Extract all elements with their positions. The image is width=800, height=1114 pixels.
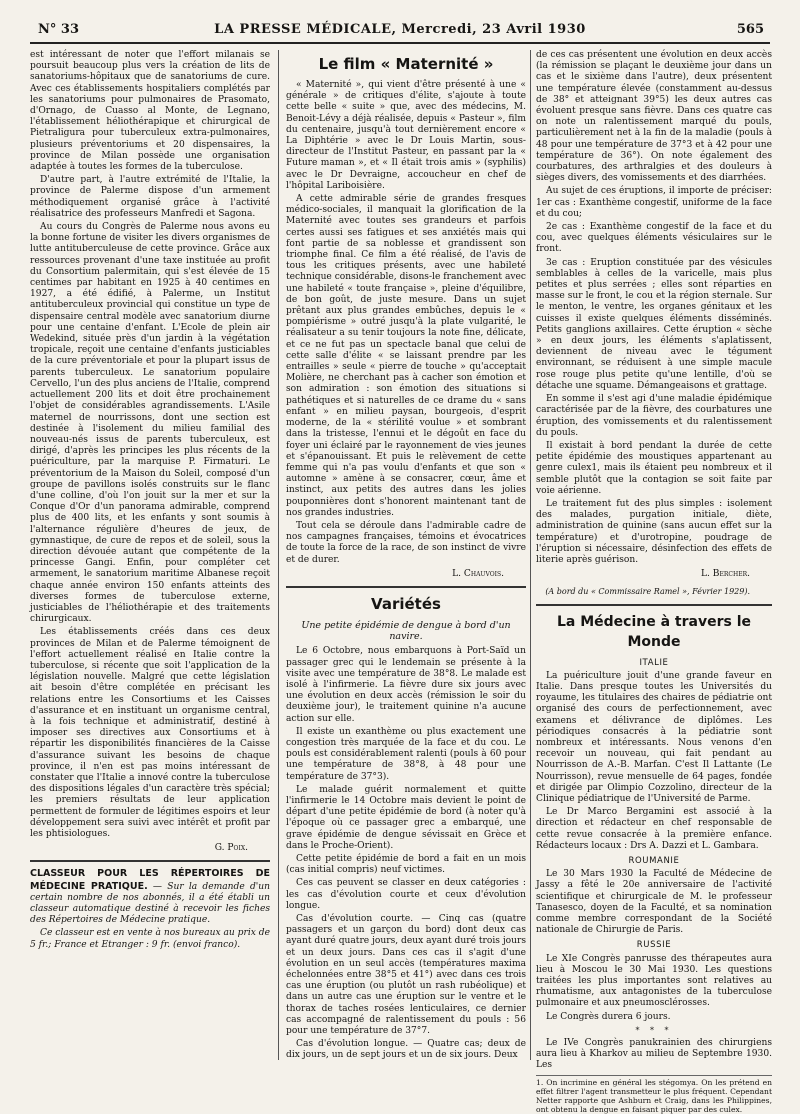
paragraph: Le IVe Congrès panukrainien des chirurgiens aura lieu à Kharkov au milieu de Septembre 1930. Les: [536, 1038, 772, 1071]
paragraph: Au cours du Congrès de Palerme nous avons eu la bonne fortune de visiter les divers organismes de lutte antituberculeuse de cette province. Grâce aux ressources provenant d'une taxe instituée au profit du Consortium palermitain, qui s'est élevée de 15 centimes par habitant en 1925 à 40 centimes en 1927, a été édifié, à Palerme, un Institut antituberculeux provincial qui constitue un type de dispensaire central modèle avec sanatorium diurne pour une centaine d'enfant. L'Ecole de plein air Wedekind, située près d'un jardin à la végétation tropicale, reçoit une centaine d'enfants justiciables de la cure préventoriale et pour la plupart issus de parents tuberculeux. Le sanatorium populaire Cervello, l'un des plus anciens de l'Italie, comprend actuellement 200 lits et doit être prochainement l'objet de considérables agrandissements. L'Asile maternel de nourrissons, dont une section est destinée à l'isolement du milieu familial des nouveau-nés issus de parents tuberculeux, est dirigé, d'après les principes les plus récents de la puériculture, par la marquise P. Firmaturi. Le préventorium de la Maison du Soleil, composé d'un groupe de pavillons isolés construits sur le flanc d'une colline, d'où l'on jouit sur la mer et sur la Conque d'Or d'un panorama admirable, comprend plus de 400 lits, et les enfants y sont soumis à l'alternance régulière d'heures de jeux, de gymnastique, de cure de repos et de soleil, sous la direction dévouée autant que compétente de la princesse Gangi. Enfin, pour compléter cet armement, le sanatorium maritime Albanese reçoit chaque année environ 150 enfants atteints des diverses formes de tuberculose externe, justiciables de l'héliothérapie et des traitements chirurgicaux.: [30, 222, 270, 625]
section-title-medecine-monde: La Médecine à travers le Monde: [556, 613, 751, 650]
asterism: * * *: [635, 1025, 673, 1035]
paragraph: D'autre part, à l'autre extrémité de l'Italie, la province de Palerme dispose d'un armement méthodiquement organisé grâce à l'activité réalisatrice des professeurs Manfredi et Sagona.: [30, 175, 270, 219]
page-number: 565: [736, 22, 764, 37]
paragraph: est intéressant de noter que l'effort milanais se poursuit beaucoup plus vers la création de lits de sanatoriums-hôpitaux que de sanatoriums de cure. Avec ces établissements hospitaliers complétés par les sanatoriums pour pulmonaires de Prasomato, d'Ornago, de Cuasso al Monte, de Legnano, l'établissement héliothérapique et chirurgical de Pietraligura pour tuberculeux extra-pulmonaires, plusieurs préventoriums et 20 dispensaires, la province de Milan possède une organisation adaptée à toutes les formes de la tuberculose.: [30, 50, 270, 173]
notice-price: Ce classeur est en vente à nos bureaux au prix de 5 fr.; France et Etranger : 9 fr. (envoi franco).: [30, 928, 270, 950]
country-heading-italie: ITALIE: [639, 657, 669, 668]
country-heading-russie: RUSSIE: [636, 940, 672, 951]
paragraph: Le Dr Marco Bergamini est associé à la direction et rédacteur en chef responsable de cette revue consacrée à la première enfance. Rédacteurs locaux : Drs A. Dazzi et L. Gambara.: [536, 807, 772, 851]
paragraph: Cas d'évolution courte. — Cinq cas (quatre passagers et un garçon du bord) dont deux cas ayant duré quatre jours, deux ayant duré trois jours et un deux jours. Dans ces cas il s'agit d'une évolution en un seul accès (températures maxima échelonnées entre 38°5 et 41°) avec dans ces trois cas une éruption (ou plutôt un rash rubéolique) et dans un autre cas une éruption sur le ventre et le thorax de taches rosées lenticulaires, ce dernier cas accompagné de ralentissement du pouls : 56 pour une température de 37°7.: [286, 914, 526, 1037]
column-right: [536, 50, 772, 1114]
paragraph: Le 30 Mars 1930 la Faculté de Médecine de Jassy a fêté le 20e anniversaire de l'activité scientifique et chirurgicale de M. le professeur Tanasesco, doyen de la Faculté, et sa nomination comme membre correspondant de la Société nationale de Chirurgie de Paris.: [536, 869, 772, 936]
paragraph: Ces cas peuvent se classer en deux catégories : les cas d'évolution courte et ceux d'évolution longue.: [286, 878, 526, 911]
paragraph: Cette petite épidémie de bord a fait en un mois (cas initial compris) neuf victimes.: [286, 854, 526, 876]
footnote: 1. On incrimine en général les stégomya. On les prétend en effet filtrer l'agent transmetteur le plus fréquent. Cependant Netter rapporte que Ashburn et Craig, dans les Philippines, ont obtenu la dengue en faisant piquer par des culex.: [536, 1075, 772, 1114]
paragraph: A cette admirable série de grandes fresques médico-sociales, il manquait la glorification de la Maternité avec toutes ses grandeurs et parfois certes aussi ses fatigues et ses anxiétés mais qui font partie de sa noblesse et grandissent son triomphe final. Ce film a été réalisé, de l'avis de tous les critiques présents, avec une habileté technique considérable, disons-le franchement avec une habileté « toute française », pleine d'équilibre, de bon goût, de juste mesure. Dans un sujet prêtant aux plus grandes embûches, depuis le « pompiérisme » outré jusqu'à la plate vulgarité, le réalisateur a su tenir toujours la note fine, délicate, et ce ne fut pas un spectacle banal que celui de cette salle d'élite « se laissant prendre par les entrailles » seule « pierre de touche » qu'acceptait Molière, ne cherchant pas à cacher son émotion et son admiration : son émotion des situations si pathétiques et si naturelles de ce drame du « sans enfant » en milieu paysan, bourgeois, d'esprit moderne, de la « stérilité voulue » et sombrant dans la tristesse, l'ennui et le dégoût en face du foyer uni éclairé par le rayonnement de vies jeunes et s'épanouissant. Et puis le relèvement de cette femme qui n'a pas voulu d'enfants et que son « automne » amène à se consacrer, cœur, âme et instinct, aux petits des autres dans les jolies pouponnières dont s'honorent maintenant tant de nos grandes industries.: [286, 194, 526, 518]
paragraph: de ces cas présentent une évolution en deux accès (la rémission se plaçant le deuxième jour dans un cas et le sixième dans l'autre), deux présentent une température élevée (constamment au-dessus de 38° et atteignant 39°5) les deux autres cas évoluent presque sans fièvre. Dans ces quatre cas on note un ralentissement marqué du pouls, particulièrement net à la fin de la maladie (pouls à 48 pour une température de 37°3 et à 42 pour une température de 36°). On note également des courbatures, des arthralgies et des douleurs à sièges divers, des vomissements et des diarrhées.: [536, 50, 772, 184]
paragraph: En somme il s'est agi d'une maladie épidémique caractérisée par de la fièvre, des courbatures une éruption, des vomissements et du ralentissement du pouls.: [536, 394, 772, 438]
section-title-varietes: Variétés: [371, 594, 441, 613]
issue-number: N° 33: [38, 22, 79, 37]
paragraph: Le XIe Congrès panrusse des thérapeutes aura lieu à Moscou le 30 Mai 1930. Les questions traitées les plus importantes sont relatives au rhumatisme, aux antagonistes de la tuberculose pulmonaire et aux pneumosclérosses.: [536, 953, 772, 1009]
paragraph: Le Congrès durera 6 jours.: [546, 1011, 671, 1022]
running-header: [30, 20, 770, 44]
author-signature: L. Bercher.: [700, 569, 750, 580]
author-signature: G. Poix.: [214, 843, 248, 854]
paragraph: Le traitement fut des plus simples : isolement des malades, purgation initiale, diète, administration de quinine (sans aucun effet sur la température) et d'urotropine, poudrage de l'éruption si nécessaire, désinfection des effets de literie après guérison.: [536, 498, 772, 565]
notice-title: CLASSEUR POUR LES RÉPERTOIRES DE MÉDECINE PRATIQUE.: [30, 868, 270, 892]
paragraph: Tout cela se déroule dans l'admirable cadre de nos campagnes françaises, témoins et évocatrices de toute la force de la race, de son instinct de vivre et de durer.: [286, 520, 526, 565]
column-left: [30, 50, 270, 1060]
notice-text: — Sur la demande d'un certain nombre de nos abonnés, il a été établi un classeur automatique destiné à recevoir les fiches des Répertoires de Médecine pratique.: [30, 881, 270, 926]
notice-box: [30, 868, 270, 926]
paragraph: « Maternité », qui vient d'être présenté à une « générale » de critiques d'élite, s'ajoute à toute cette belle « suite » que, avec des médecins, M. Benoit-Lévy a déjà réalisée, depuis « Pasteur », film du centenaire, jusqu'à tout dernièrement encore « La Diphtérie » avec le Dr Louis Martin, sous-directeur de l'Institut Pasteur, en passant par la « Future maman », et « Il était trois amis » (syphilis) avec le Dr Devraigne, accoucheur en chef de l'hôpital Lariboisière.: [286, 80, 526, 191]
paragraph: Le 6 Octobre, nous embarquons à Port-Saïd un passager grec qui le lendemain se présente à la visite avec une température de 38°8. Le malade est isolé à l'infirmerie. La fièvre dure six jours avec une évolution en deux accès (rémission le soir du deuxième jour), le traitement quinine n'a aucune action sur elle.: [286, 646, 526, 724]
paragraph: Il existe un exanthème ou plus exactement une congestion très marquée de la face et du cou. Le pouls est considérablement ralenti (pouls à 60 pour une température de 38°8, à 48 pour une température de 37°3).: [286, 726, 526, 782]
column-rule: [278, 50, 279, 1060]
section-divider: [536, 604, 772, 606]
paragraph: 3e cas : Eruption constituée par des vésicules semblables à celles de la varicelle, mais plus petites et plus serrées ; elles sont réparties en masse sur le front, le cou et la région sternale. Sur le menton, le ventre, les organes génitaux et les cuisses il existe quelques éléments disséminés. Petits ganglions axillaires. Cette éruption « sèche » en deux jours, les éléments s'aplatissent, deviennent de niveau avec le tégument environnant, se réduisent à une simple macule rose rouge plus petite qu'une lentille, d'où se détache une squame. Démangeaisons et grattage.: [536, 257, 772, 391]
paragraph: Il existait à bord pendant la durée de cette petite épidémie des moustiques appartenant au genre culex1, mais ils étaient peu nombreux et il semble plutôt que la contagion se soit faite par voie aérienne.: [536, 440, 772, 496]
author-signature: L. Chauvois.: [452, 568, 504, 579]
paragraph: Cas d'évolution longue. — Quatre cas; deux de dix jours, un de sept jours et un de six jours. Deux: [286, 1039, 526, 1061]
article-title-film: Le film « Maternité »: [318, 55, 494, 73]
paragraph: La puériculture jouit d'une grande faveur en Italie. Dans presque toutes les Universités du royaume, les titulaires des chaires de pédiatrie ont organisé des cours de perfectionnement, avec examens et délivrance de diplômes. Les périodiques consacrés à la pédiatrie sont nombreux et intéressants. Nous venons d'en recevoir un nouveau, qui fait pendant au Nourrisson de A.-B. Marfan. C'est Il Lattante (Le Nourrisson), revue mensuelle de 64 pages, fondée et dirigée par Olimpio Cozzolino, directeur de la Clinique pédiatrique de l'Université de Parme.: [536, 670, 772, 804]
column-rule: [530, 50, 531, 1060]
paragraph: 2e cas : Exanthème congestif de la face et du cou, avec quelques éléments vésiculaires sur le front.: [536, 222, 772, 255]
paragraph: Le malade guérit normalement et quitte l'infirmerie le 14 Octobre mais devient le point de départ d'une petite épidémie de bord (à noter qu'à l'époque où ce passager grec a embarqué, une grave épidémie de dengue sévissait en Grèce et dans le Proche-Orient).: [286, 784, 526, 851]
column-middle: [286, 50, 526, 1060]
section-divider: [286, 586, 526, 588]
article-subtitle: Une petite épidémie de dengue à bord d'un navire.: [301, 619, 511, 643]
journal-title: LA PRESSE MÉDICALE, Mercredi, 23 Avril 1930: [214, 22, 586, 37]
country-heading-roumanie: ROUMANIE: [628, 856, 680, 866]
section-divider: [30, 860, 270, 862]
paragraph: Au sujet de ces éruptions, il importe de préciser: 1er cas : Exanthème congestif, uniforme de la face et du cou;: [536, 186, 772, 219]
paragraph: Les établissements créés dans ces deux provinces de Milan et de Palerme témoignent de l'effort actuellement réalisé en Italie contre la tuberculose, si récente que soit l'application de la législation nouvelle. Malgré que cette législation ait besoin d'être complétée en précisant les relations entre les Consortiums et les Caisses d'assurance et en instituant un organisme central, à la fois technique et administratif, destiné à imposer ses directives aux Consortiums et à répartir les disponibilités financières de la Caisse d'assurance suivant les besoins de chaque province, il n'en est pas moins intéressant de constater que l'Italie a innové contre la tuberculose des dispositions légales d'un caractère très spécial; les premiers résultats de leur application permettent de formuler de légitimes espoirs et leur développement sera suivi avec intérêt et profit par les phtisiologues.: [30, 627, 270, 840]
signature-location: (A bord du « Commissaire Ramel », Février 1929).: [545, 587, 750, 597]
